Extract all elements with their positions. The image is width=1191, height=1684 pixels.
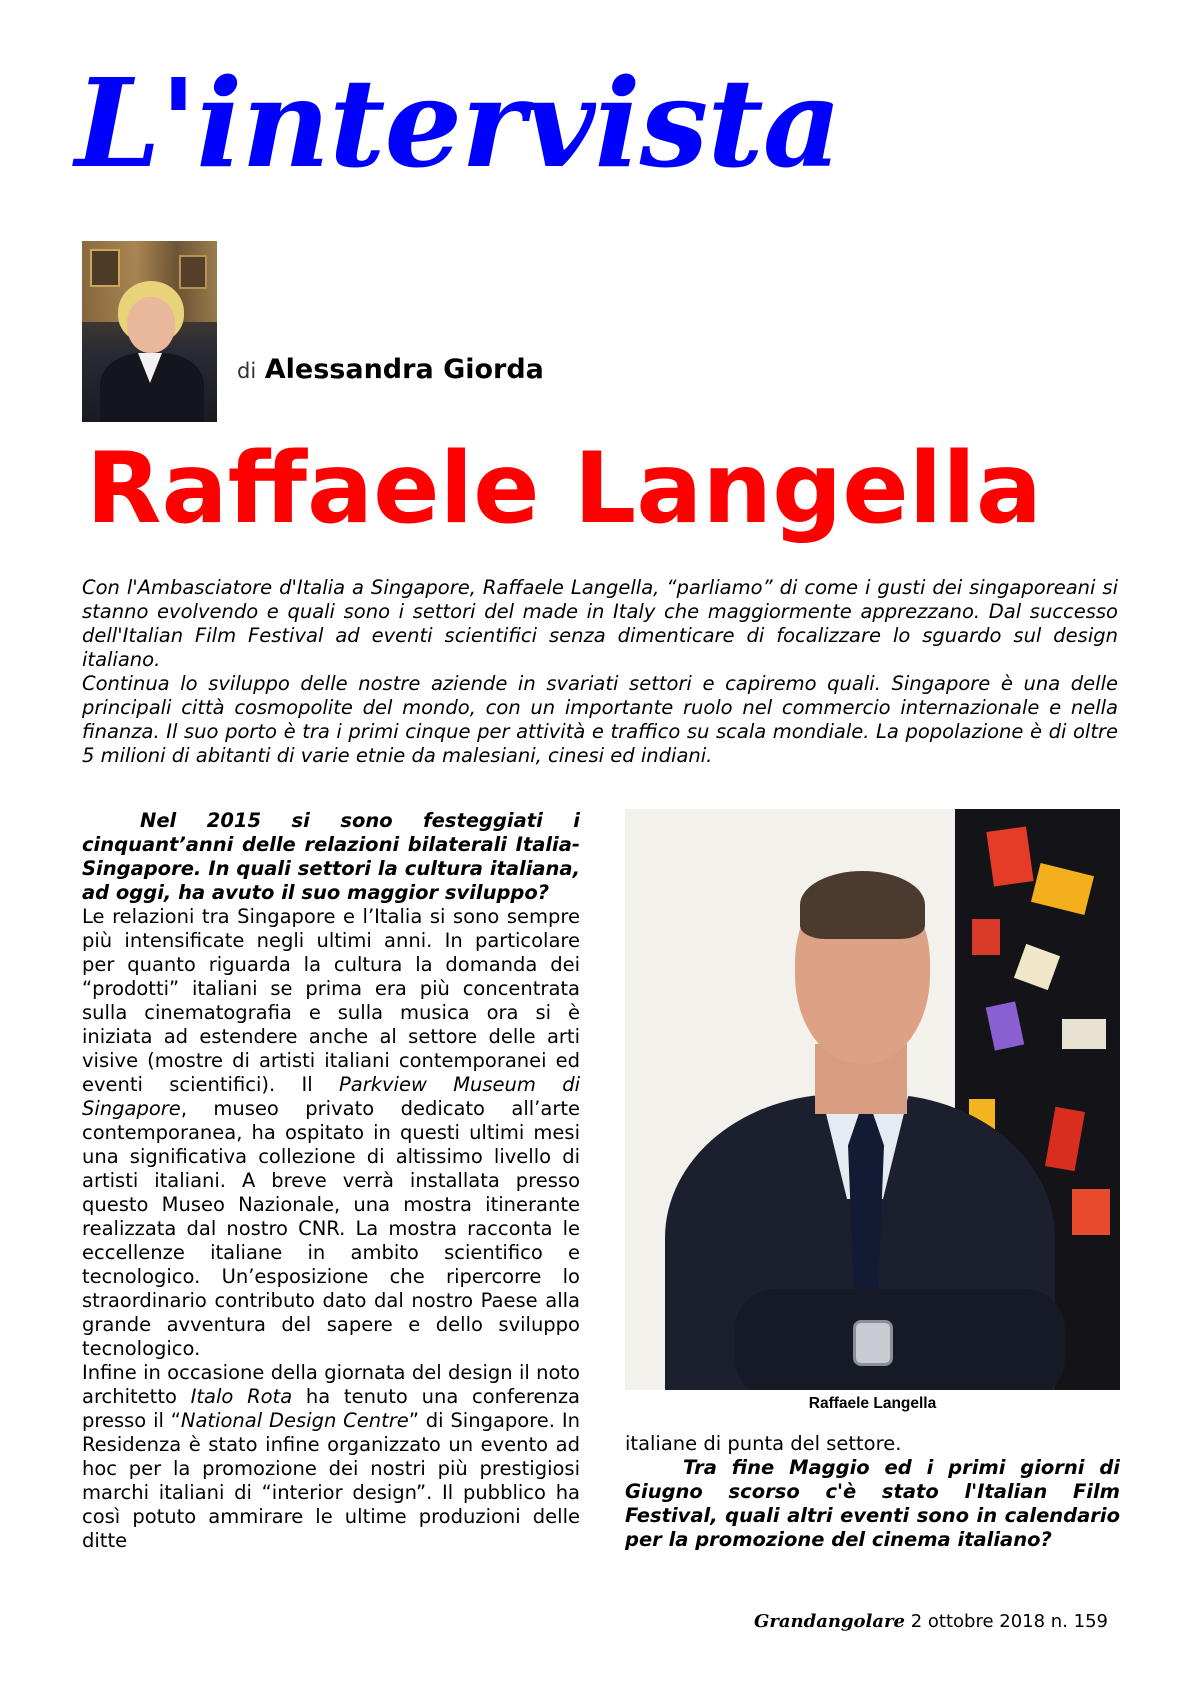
issue-date: 2 ottobre 2018 n. 159 xyxy=(910,1611,1108,1632)
masthead-title: L'intervista xyxy=(75,51,841,195)
left-column xyxy=(82,809,580,1553)
byline xyxy=(237,354,544,385)
design-centre-name: National Design Centre xyxy=(180,1409,409,1432)
page-footer xyxy=(754,1611,1108,1632)
answer-text: Le relazioni tra Singapore e l’Italia si sono sempre più intensificate negli ultimi anni. In particolare per quanto riguarda la cultura la domanda dei “prodotti” italiani se prima era più concentrata sulla cinematografia e sulla musica ora si è iniziata ad estendere anche al settore delle arti visive (mostre di artisti italiani contemporanei ed eventi scientifici). Il xyxy=(82,905,580,1096)
question: Tra fine Maggio ed i primi giorni di Giugno scorso c'è stato l'Italian Film Festival, quali altri eventi sono in calendario per la promozione del cinema italiano? xyxy=(625,1456,1120,1551)
answer-paragraph xyxy=(82,1361,580,1553)
author-photo xyxy=(82,241,217,422)
publication-name: Grandangolare xyxy=(754,1611,905,1632)
museum-name: Parkview Museum di Singapore xyxy=(82,1073,580,1120)
answer-text: , museo privato dedicato all’arte contemporanea, ha ospitato in questi ultimi mesi una significativa collezione di altissimo livello di artisti italiani. A breve verrà installata presso questo Museo Nazionale, una mostra itinerante realizzata dal nostro CNR. La mostra racconta le eccellenze italiane in ambito scientifico e tecnologico. Un’esposizione che ripercorre lo straordinario contributo dato dal nostro Paese alla grande avventura del sapere e dello sviluppo tecnologico. xyxy=(82,1097,580,1360)
portrait-photo xyxy=(625,809,1120,1390)
right-column xyxy=(625,1432,1120,1552)
intro-paragraph: Continua lo sviluppo delle nostre aziende in svariati settori e capiremo quali. Singapore è una delle principali città cosmopolite del mondo, con un importante ruolo nel commercio internazionale e nella finanza. Il suo porto è tra i primi cinque per attività e traffico su scala mondiale. La popolazione è di oltre 5 milioni di abitanti di varie etnie da malesiani, cinesi ed indiani. xyxy=(82,672,1118,767)
intro xyxy=(82,576,1118,768)
answer-text: Infine in occasione della giornata del design il noto architetto xyxy=(82,1361,580,1408)
answer-continuation: italiane di punta del settore. xyxy=(625,1432,902,1455)
photo-caption: Raffaele Langella xyxy=(808,1395,937,1412)
author-name: Alessandra Giorda xyxy=(264,354,544,385)
answer-text: ” di Singapore. In Residenza è stato infine organizzato un evento ad hoc per la promozione dei nostri più prestigiosi marchi italiani di “interior design”. Il pubblico ha così potuto ammirare le ultime produzioni delle ditte xyxy=(82,1409,580,1552)
answer-paragraph xyxy=(82,905,580,1361)
byline-prefix: di xyxy=(237,359,257,383)
watch-icon xyxy=(853,1320,893,1366)
answer-text: ha tenuto una conferenza presso il “ xyxy=(82,1385,581,1432)
architect-name: Italo Rota xyxy=(190,1385,293,1408)
intro-paragraph: Con l'Ambasciatore d'Italia a Singapore, Raffaele Langella, “parliamo” di come i gusti dei singaporeani si stanno evolvendo e quali sono i settori del made in Italy che maggiormente apprezzano. Dal successo dell'Italian Film Festival ad eventi scientifici senza dimenticare di focalizzare lo sguardo sul design italiano. xyxy=(82,576,1118,671)
headline: Raffaele Langella xyxy=(86,432,1043,546)
question: Nel 2015 si sono festeggiati i cinquant’anni delle relazioni bilaterali Italia-Singapore. In quali settori la cultura italiana, ad oggi, ha avuto il suo maggior sviluppo? xyxy=(82,809,580,904)
